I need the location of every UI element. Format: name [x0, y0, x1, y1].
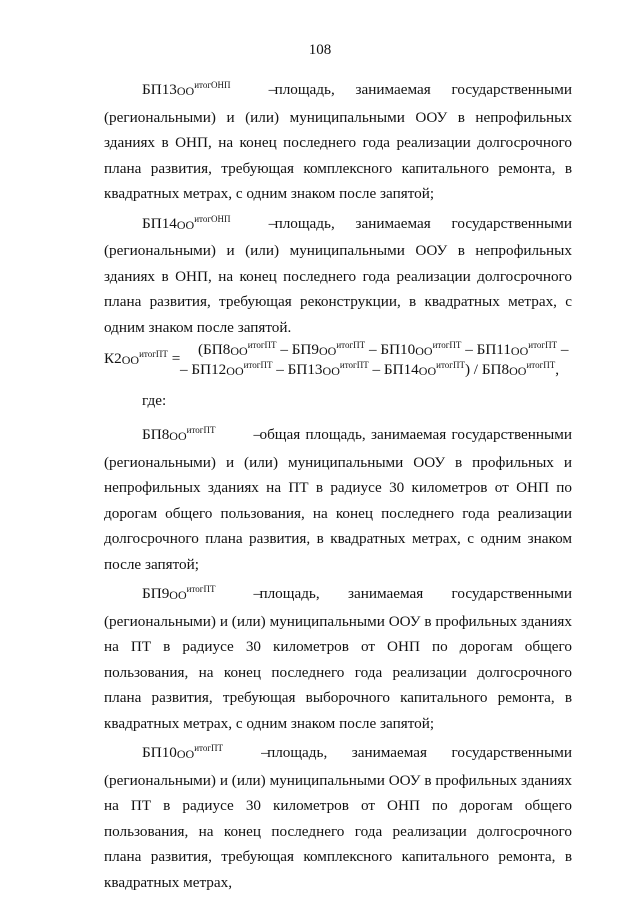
definitions-block-onp — [104, 73, 572, 340]
term-bp9: $БП9_{ОО}^{итогПТ}$ — [142, 584, 216, 602]
formula-line-2: – $БП12_{ОО}^{итогПТ} - БП13_{ОО}^{итогПТ} - БП14_{ОО}^{итогПТ}) / БП8_{ОО}^{итогПТ}$, — [180, 360, 560, 378]
term-bp13: $БП13_{ОО}^{итогОНП}$ — [142, 80, 231, 98]
definition-bp8 — [104, 418, 572, 577]
definitions-block-pt — [104, 418, 572, 895]
definition-dash: – — [268, 81, 277, 98]
definition-dash: – — [253, 426, 262, 443]
definition-bp10 — [104, 736, 572, 895]
formula-term: – $БП14_{ОО}^{итогПТ}$ — [368, 360, 465, 378]
formula-term: ($БП8_{ОО}^{итогПТ}$ — [198, 340, 277, 358]
page-number: 108 — [308, 42, 332, 58]
formula-line-1: ($БП8_{ОО}^{итогПТ} - БП9_{ОО}^{итогПТ} - БП10_{ОО}^{итогПТ} - БП11_{ОО}^{итогПТ}$ – — [198, 340, 569, 358]
definition-bp9 — [104, 577, 572, 736]
where-label: где: — [142, 392, 167, 409]
definition-text: площадь, занимаемая государственными (региональными) и (или) муниципальными ООУ в профильных зданиях на ПТ в радиусе 30 километров от ОНП по дорогам общего пользования, на конец последнего года реализации долгосрочного плана развития, требующая комплексного капитального ремонта, в квадратных метрах, — [104, 744, 572, 891]
definition-text: площадь, занимаемая государственными (региональными) и (или) муниципальными ООУ в непрофильных зданиях в ОНП, на конец последнего года реализации долгосрочного плана развития, требующая реконструкции, в квадратных метрах, с одним знаком после запятой. — [104, 214, 572, 336]
definition-dash: – — [268, 214, 277, 232]
definition-bp13 — [104, 73, 572, 207]
formula-term: – $БП12_{ОО}^{итогПТ}$ — [180, 360, 273, 378]
formula-term: – $БП9_{ОО}^{итогПТ}$ — [276, 340, 366, 358]
term-bp10: $БП10_{ОО}^{итогПТ}$ — [142, 743, 224, 761]
formula-term: – $БП13_{ОО}^{итогПТ}$ — [272, 360, 369, 378]
definition-text: площадь, занимаемая государственными (региональными) и (или) муниципальными ООУ в профильных зданиях на ПТ в радиусе 30 километров от ОНП по дорогам общего пользования, на конец последнего года реализации долгосрочного плана развития, требующая выборочного капитального ремонта, в квадратных метрах, с одним знаком после запятой; — [104, 585, 572, 732]
definition-dash: – — [253, 585, 262, 602]
formula-term: – $БП11_{ОО}^{итогПТ}$ — [461, 340, 558, 358]
formula-term: ) / $БП8_{ОО}^{итогПТ}$ — [464, 360, 556, 378]
definition-text: площадь, занимаемая государственными (региональными) и (или) муниципальными ООУ в непрофильных зданиях в ОНП, на конец последнего года реализации долгосрочного плана развития, требующая комплексного капитального ремонта, в квадратных метрах, с одним знаком после запятой; — [104, 81, 572, 202]
term-bp14: $БП14_{ОО}^{итогОНП}$ — [142, 213, 231, 232]
definition-bp14 — [104, 207, 572, 341]
formula-k2 — [104, 340, 574, 386]
definition-dash: – — [261, 744, 269, 761]
definition-text: общая площадь, занимаемая государственными (региональными) и (или) муниципальными ООУ в профильных и непрофильных зданиях на ПТ в радиусе 30 километров от ОНП по дорогам общего пользования, на конец последнего года реализации долгосрочного плана развития, в квадратных метрах, с одним знаком после запятой; — [104, 426, 572, 573]
formula-term: – $БП10_{ОО}^{итогПТ}$ — [365, 340, 462, 358]
term-bp8: $БП8_{ОО}^{итогПТ}$ — [142, 425, 216, 443]
formula-lhs: $К2_{ОО}^{итогПТ}$ = — [104, 349, 181, 367]
